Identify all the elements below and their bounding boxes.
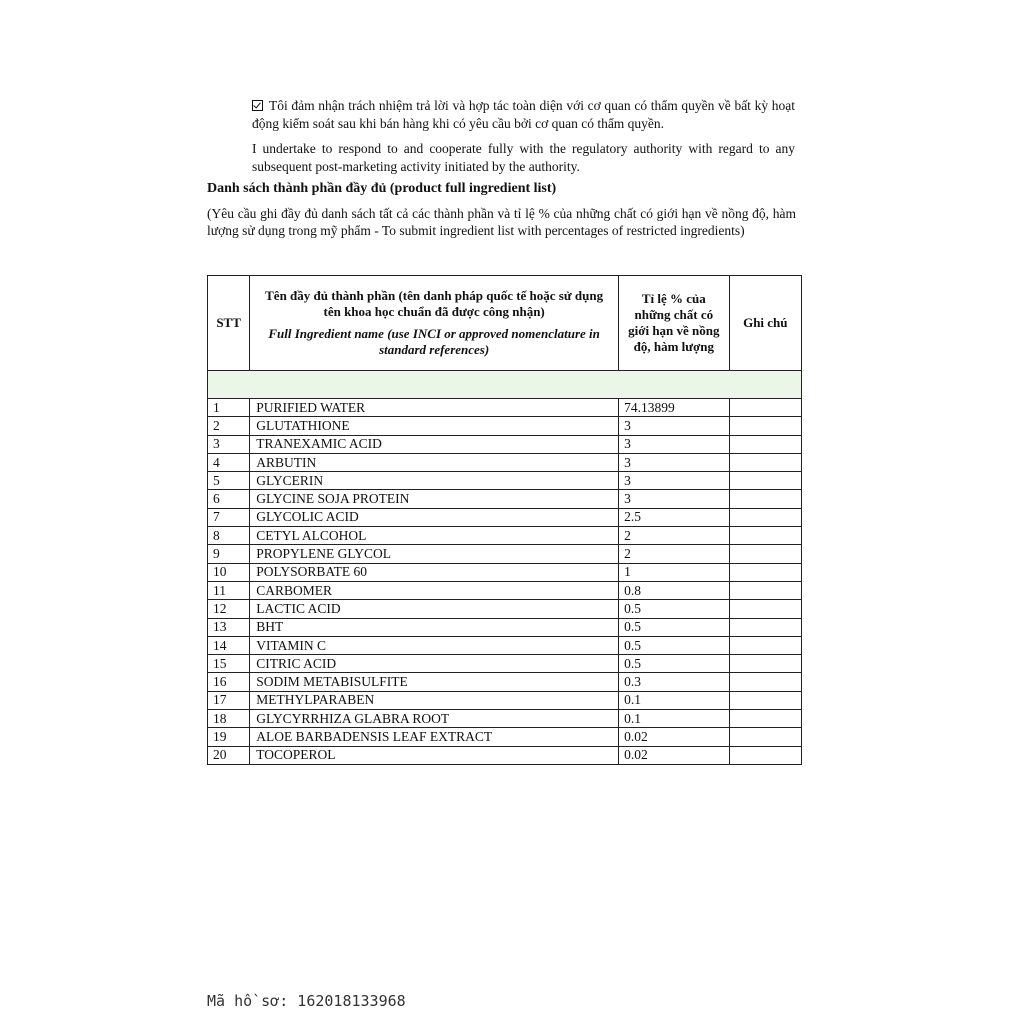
cell-percent: 1	[619, 563, 730, 581]
cell-name: CARBOMER	[250, 581, 619, 599]
cell-name: TOCOPEROL	[250, 746, 619, 764]
cell-stt: 11	[208, 581, 250, 599]
cell-note	[729, 746, 801, 764]
table-row	[208, 399, 802, 417]
header-percent: Tỉ lệ % của những chất có giới hạn về nồng độ, hàm lượng	[619, 276, 730, 371]
table-row	[208, 545, 802, 563]
cell-note	[729, 435, 801, 453]
cell-percent: 3	[619, 490, 730, 508]
table-row	[208, 728, 802, 746]
cell-stt: 20	[208, 746, 250, 764]
cell-stt: 16	[208, 673, 250, 691]
declaration-vi	[252, 97, 795, 133]
cell-percent: 3	[619, 417, 730, 435]
cell-stt: 13	[208, 618, 250, 636]
cell-note	[729, 691, 801, 709]
cell-name: LACTIC ACID	[250, 600, 619, 618]
table-header-row	[208, 276, 802, 371]
cell-stt: 6	[208, 490, 250, 508]
cell-stt: 17	[208, 691, 250, 709]
table-spacer-row	[208, 371, 802, 399]
ingredient-list-note: (Yêu cầu ghi đầy đủ danh sách tất cả các thành phần và tỉ lệ % của những chất có giới hạn về nồng độ, hàm lượng sử dụng trong mỹ phẩm - To submit ingredient list with percentages of restricted ingredients)	[207, 206, 796, 238]
cell-percent: 0.1	[619, 691, 730, 709]
cell-note	[729, 417, 801, 435]
cell-name: VITAMIN C	[250, 636, 619, 654]
cell-percent: 3	[619, 472, 730, 490]
table-row	[208, 691, 802, 709]
spacer-cell	[208, 371, 802, 399]
cell-stt: 1	[208, 399, 250, 417]
cell-note	[729, 472, 801, 490]
cell-note	[729, 453, 801, 471]
cell-name: PROPYLENE GLYCOL	[250, 545, 619, 563]
table-body	[208, 371, 802, 765]
cell-note	[729, 600, 801, 618]
cell-percent: 0.5	[619, 655, 730, 673]
cell-percent: 2	[619, 545, 730, 563]
cell-name: GLYCYRRHIZA GLABRA ROOT	[250, 710, 619, 728]
cell-percent: 3	[619, 453, 730, 471]
cell-note	[729, 673, 801, 691]
table-row	[208, 673, 802, 691]
table-row	[208, 417, 802, 435]
table-row	[208, 453, 802, 471]
cell-stt: 7	[208, 508, 250, 526]
cell-percent: 0.5	[619, 618, 730, 636]
header-name-vi: Tên đầy đủ thành phần (tên danh pháp quốc tế hoặc sử dụng tên khoa học chuẩn đã được công nhận)	[265, 288, 604, 319]
cell-stt: 10	[208, 563, 250, 581]
cell-percent: 0.5	[619, 600, 730, 618]
cell-stt: 8	[208, 527, 250, 545]
cell-note	[729, 399, 801, 417]
cell-note	[729, 710, 801, 728]
table-row	[208, 527, 802, 545]
cell-note	[729, 728, 801, 746]
cell-name: METHYLPARABEN	[250, 691, 619, 709]
cell-stt: 5	[208, 472, 250, 490]
cell-stt: 12	[208, 600, 250, 618]
cell-note	[729, 527, 801, 545]
cell-stt: 9	[208, 545, 250, 563]
cell-note	[729, 508, 801, 526]
cell-percent: 0.02	[619, 728, 730, 746]
cell-name: CETYL ALCOHOL	[250, 527, 619, 545]
cell-name: GLYCINE SOJA PROTEIN	[250, 490, 619, 508]
cell-stt: 14	[208, 636, 250, 654]
cell-note	[729, 618, 801, 636]
cell-stt: 2	[208, 417, 250, 435]
cell-stt: 15	[208, 655, 250, 673]
table-row	[208, 490, 802, 508]
cell-note	[729, 490, 801, 508]
cell-name: SODIM METABISULFITE	[250, 673, 619, 691]
cell-note	[729, 636, 801, 654]
table-row	[208, 435, 802, 453]
cell-percent: 0.02	[619, 746, 730, 764]
cell-note	[729, 655, 801, 673]
declaration-en: I undertake to respond to and cooperate fully with the regulatory authority with regard to any subsequent post-marketing activity initiated by the authority.	[252, 141, 795, 174]
cell-percent: 0.5	[619, 636, 730, 654]
table-row	[208, 618, 802, 636]
cell-name: BHT	[250, 618, 619, 636]
header-name	[250, 276, 619, 371]
checked-box-icon	[252, 100, 263, 111]
cell-percent: 0.1	[619, 710, 730, 728]
cell-name: ALOE BARBADENSIS LEAF EXTRACT	[250, 728, 619, 746]
cell-percent: 0.3	[619, 673, 730, 691]
cell-note	[729, 563, 801, 581]
table-row	[208, 710, 802, 728]
table-row	[208, 563, 802, 581]
table-row	[208, 581, 802, 599]
declaration-vi-text: Tôi đảm nhận trách nhiệm trả lời và hợp tác toàn diện với cơ quan có thẩm quyền về bất kỳ hoạt động kiểm soát sau khi bán hàng khi có yêu cầu bởi cơ quan có thẩm quyền.	[252, 98, 795, 131]
cell-stt: 3	[208, 435, 250, 453]
cell-percent: 2.5	[619, 508, 730, 526]
cell-name: PURIFIED WATER	[250, 399, 619, 417]
ingredient-list-title: Danh sách thành phần đầy đủ (product full ingredient list)	[207, 181, 557, 196]
header-name-en: Full Ingredient name (use INCI or approved nomenclature in standard references)	[268, 326, 600, 357]
table-row	[208, 508, 802, 526]
table-row	[208, 655, 802, 673]
cell-stt: 4	[208, 453, 250, 471]
cell-name: GLYCOLIC ACID	[250, 508, 619, 526]
cell-name: ARBUTIN	[250, 453, 619, 471]
cell-percent: 3	[619, 435, 730, 453]
cell-percent: 74.13899	[619, 399, 730, 417]
cell-name: GLYCERIN	[250, 472, 619, 490]
table-row	[208, 746, 802, 764]
ingredient-table	[207, 275, 802, 765]
table-row	[208, 472, 802, 490]
cell-name: TRANEXAMIC ACID	[250, 435, 619, 453]
cell-name: CITRIC ACID	[250, 655, 619, 673]
cell-percent: 0.8	[619, 581, 730, 599]
file-code: Mã hồ sơ: 162018133968	[207, 992, 406, 1010]
cell-name: GLUTATHIONE	[250, 417, 619, 435]
cell-name: POLYSORBATE 60	[250, 563, 619, 581]
cell-note	[729, 581, 801, 599]
table-row	[208, 600, 802, 618]
cell-stt: 19	[208, 728, 250, 746]
header-stt: STT	[208, 276, 250, 371]
cell-stt: 18	[208, 710, 250, 728]
table-row	[208, 636, 802, 654]
cell-note	[729, 545, 801, 563]
header-note: Ghi chú	[729, 276, 801, 371]
cell-percent: 2	[619, 527, 730, 545]
